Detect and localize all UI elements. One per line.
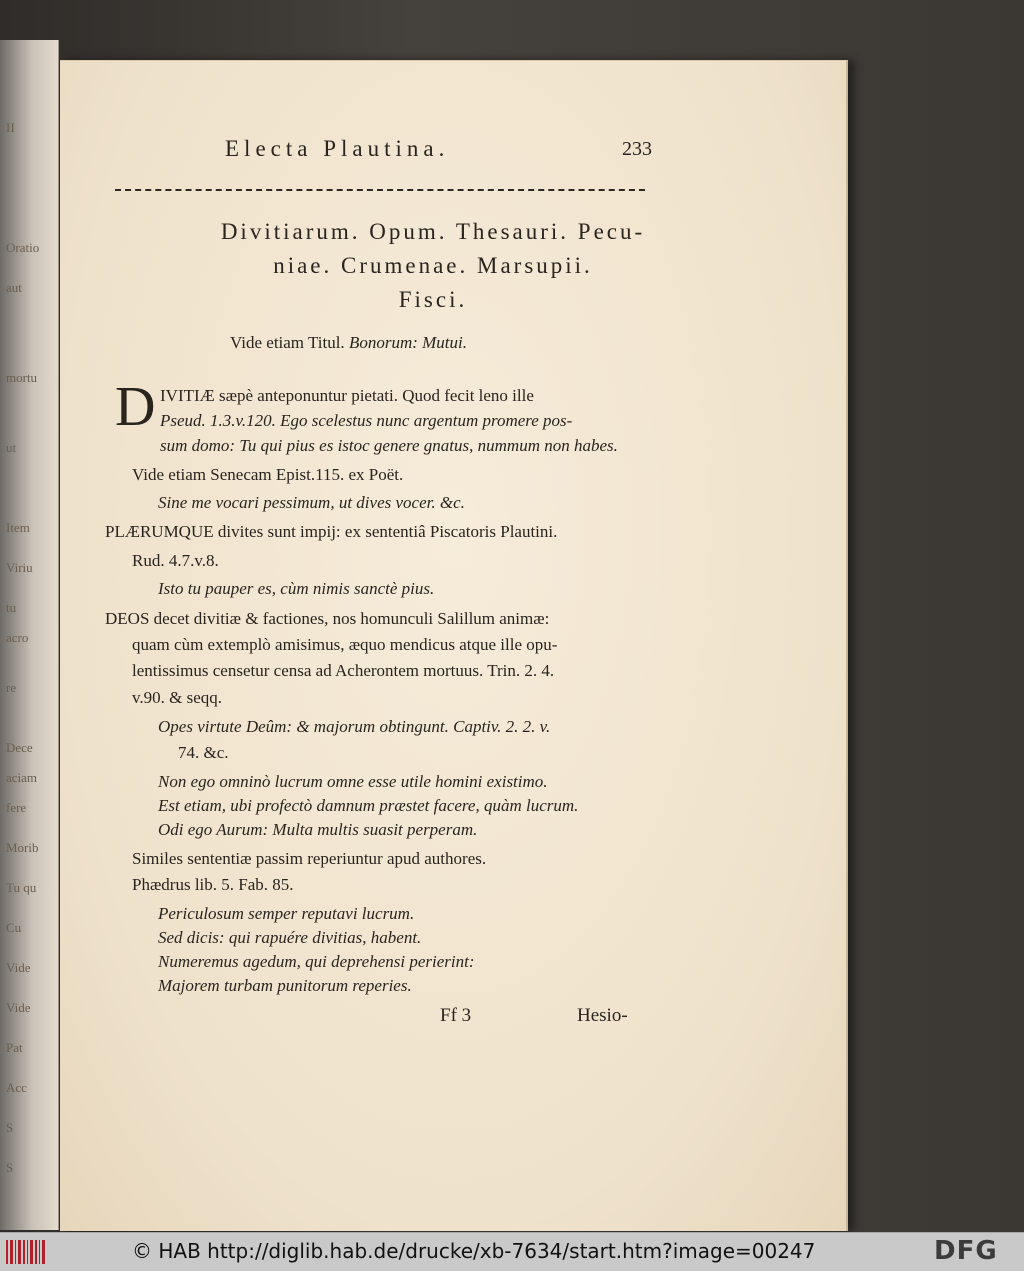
text-line: 74. &c. (178, 743, 229, 762)
text-line: PLÆRUMQUE divites sunt impij: ex sententiâ Piscatoris Plautini. (105, 522, 558, 541)
adjacent-page-fragment: Viriu (6, 560, 33, 575)
text-line: Numeremus agedum, qui deprehensi perierint: (158, 952, 475, 971)
adjacent-page-fragment: tu (6, 600, 17, 615)
footer-bar (0, 1232, 1024, 1271)
text-line: Non ego omninò lucrum omne esse utile homini existimo. (158, 772, 548, 791)
adjacent-page-fragment: Cu (6, 920, 22, 935)
drop-cap: D (115, 376, 156, 438)
text-line: Periculosum semper reputavi lucrum. (158, 904, 415, 923)
text-line: Est etiam, ubi profectò damnum præstet facere, quàm lucrum. (158, 796, 579, 815)
adjacent-page-fragment: aciam (6, 770, 38, 785)
adjacent-page-fragment: Acc (6, 1080, 27, 1095)
book-page (60, 60, 848, 1231)
text-line: v.90. & seqq. (132, 688, 223, 707)
text-line: Odi ego Aurum: Multa multis suasit perperam. (158, 820, 478, 839)
adjacent-page-fragment: mortu (6, 370, 38, 385)
text-line: Phædrus lib. 5. Fab. 85. (132, 875, 294, 894)
text-line: Sine me vocari pessimum, ut dives vocer. &c. (158, 493, 465, 512)
adjacent-page-fragment: fere (6, 800, 27, 815)
dfg-logo: DFG (934, 1236, 998, 1266)
section-heading-line-2: niae. Crumenae. Marsupii. (273, 253, 593, 278)
text-line: Sed dicis: qui rapuére divitias, habent. (158, 928, 422, 947)
adjacent-page-fragment: Tu qu (6, 880, 37, 895)
adjacent-page-fragment: Morib (6, 840, 39, 855)
copyright-link[interactable]: © HAB http://diglib.hab.de/drucke/xb-7634/start.htm?image=00247 (132, 1239, 816, 1263)
section-heading-line-1: Divitiarum. Opum. Thesauri. Pecu- (220, 219, 646, 244)
text-line: Isto tu pauper es, cùm nimis sanctè pius. (158, 579, 435, 598)
cross-reference-titles: Bonorum: Mutui. (348, 333, 467, 352)
text-line: Pseud. 1.3.v.120. Ego scelestus nunc argentum promere pos- (160, 411, 573, 430)
header-rule (115, 189, 645, 191)
adjacent-page-fragment: Vide (6, 1000, 31, 1015)
adjacent-page-fragment: aut (6, 280, 22, 295)
text-line: IVITIÆ sæpè anteponuntur pietati. Quod fecit leno ille (160, 386, 534, 405)
adjacent-page-fragment: Oratio (6, 240, 40, 255)
adjacent-page-fragment: ut (6, 440, 17, 455)
catchword: Hesio- (577, 1005, 628, 1026)
text-line: DEOS decet divitiæ & factiones, nos homunculi Salillum animæ: (105, 609, 550, 628)
cross-reference-prefix: Vide etiam Titul. (230, 333, 345, 352)
text-line: Opes virtute Deûm: & majorum obtingunt. Captiv. 2. 2. v. (158, 717, 551, 736)
section-heading-line-3: Fisci. (398, 287, 468, 312)
adjacent-page-fragment: II (6, 120, 15, 135)
text-line: Rud. 4.7.v.8. (132, 551, 219, 570)
adjacent-page-fragment: S (6, 1160, 14, 1175)
text-line: Vide etiam Senecam Epist.115. ex Poët. (132, 465, 404, 484)
cross-reference (230, 333, 467, 353)
running-title: Electa Plautina. (225, 136, 450, 161)
text-line: Similes sententiæ passim reperiuntur apud authores. (132, 849, 487, 868)
barcode-icon (6, 1240, 46, 1264)
adjacent-page-fragment: acro (6, 630, 29, 645)
adjacent-page-fragment: re (6, 680, 17, 695)
text-line: lentissimus censetur censa ad Acherontem mortuus. Trin. 2. 4. (132, 661, 555, 680)
adjacent-page-fragment: Item (6, 520, 30, 535)
adjacent-page-fragment: Pat (6, 1040, 23, 1055)
page-number: 233 (622, 138, 652, 160)
adjacent-page-fragment: Dece (6, 740, 33, 755)
adjacent-page-fragment: Vide (6, 960, 31, 975)
adjacent-page-fragment: S (6, 1120, 14, 1135)
signature-mark: Ff 3 (440, 1005, 472, 1026)
text-line: Majorem turbam punitorum reperies. (158, 976, 412, 995)
text-line: sum domo: Tu qui pius es istoc genere gnatus, nummum non habes. (160, 436, 618, 455)
text-line: quam cùm extemplò amisimus, æquo mendicus atque ille opu- (132, 635, 558, 654)
